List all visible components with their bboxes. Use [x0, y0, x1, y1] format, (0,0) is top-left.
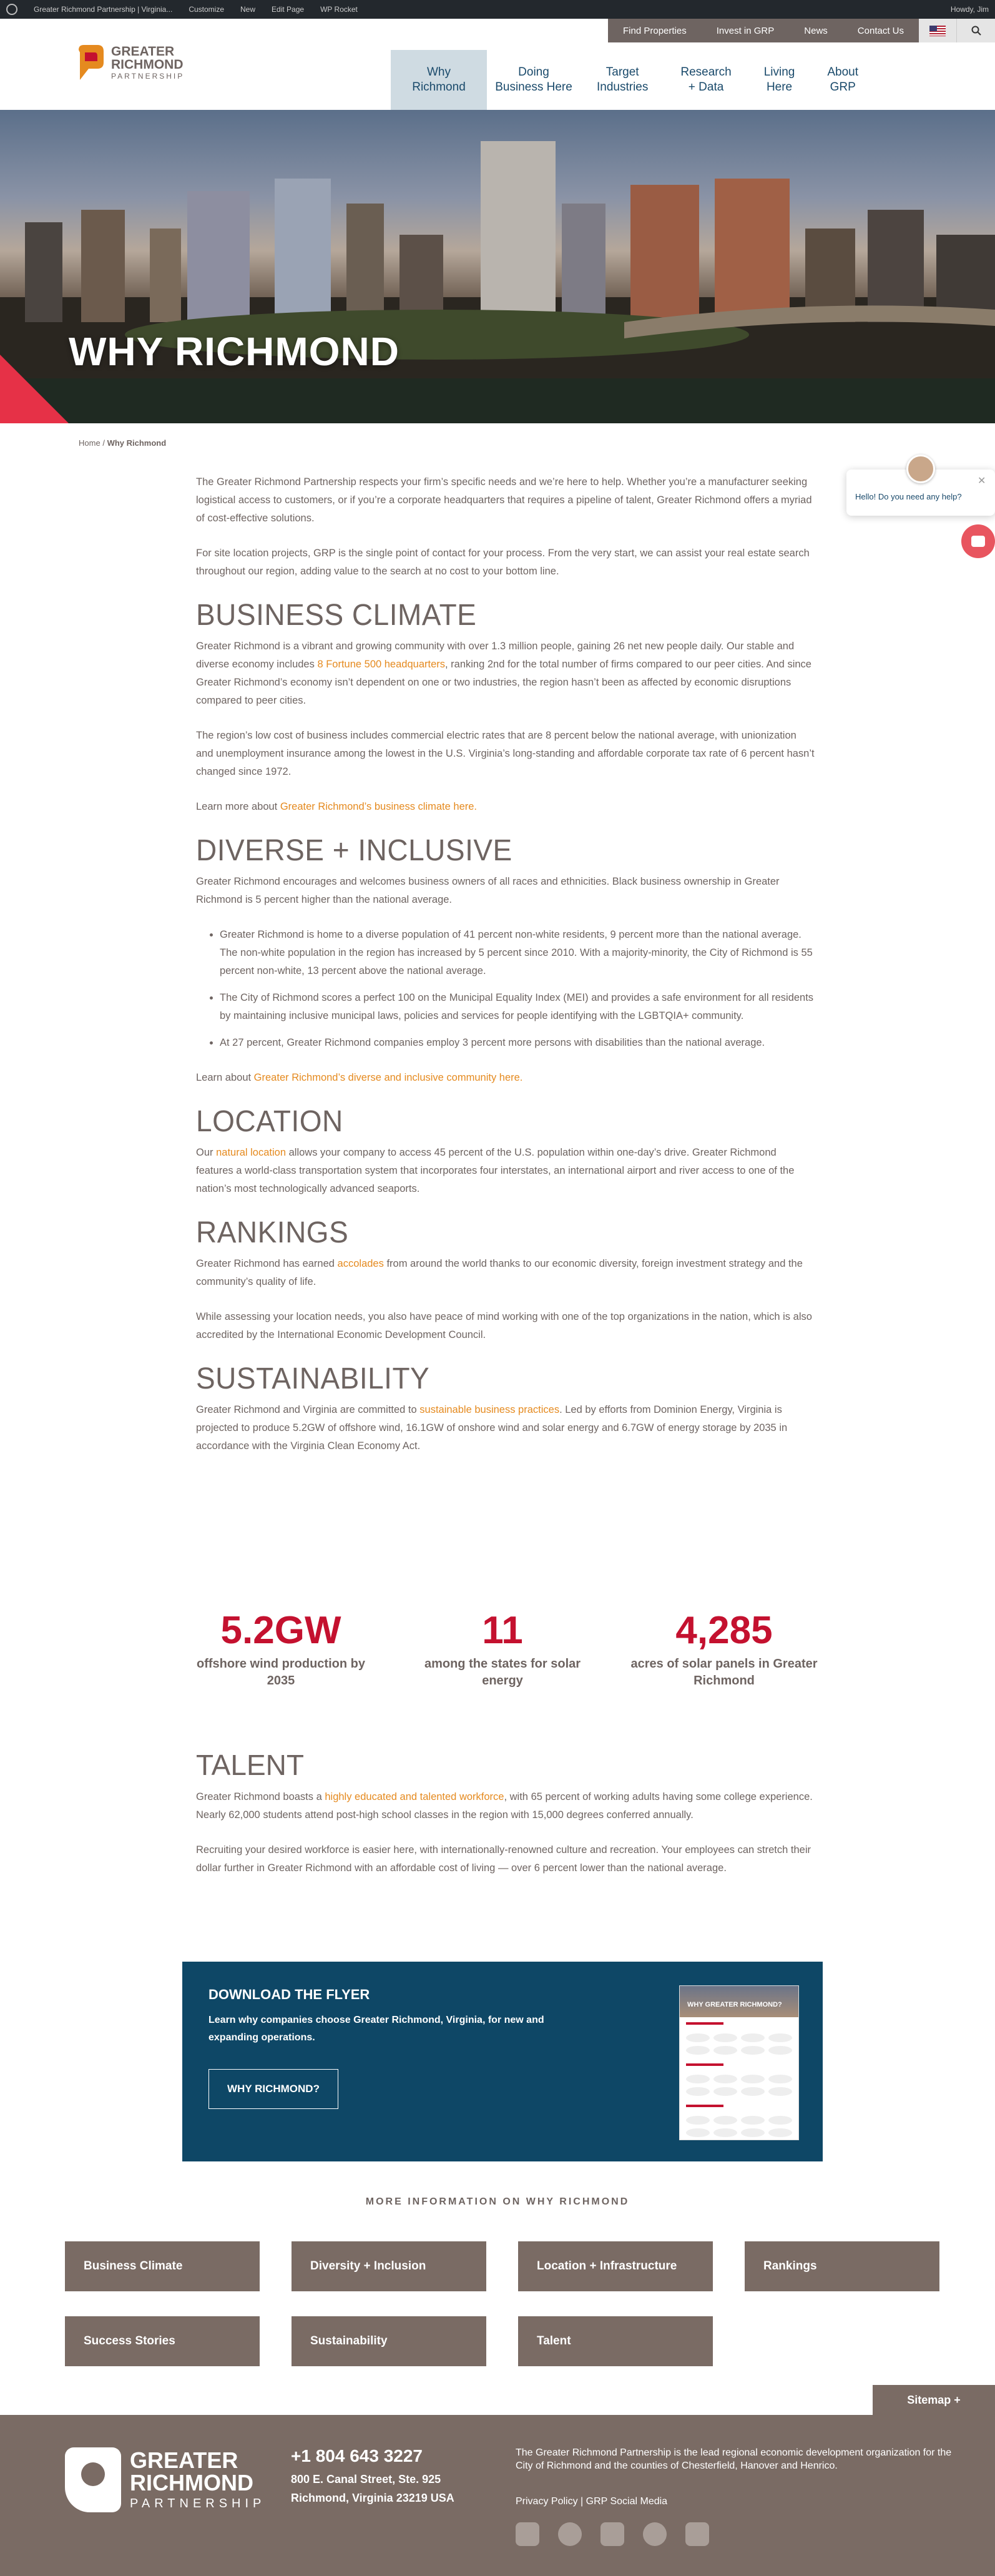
business-paragraph-3: Learn more about Greater Richmond’s business climate here. [196, 801, 478, 812]
language-selector[interactable] [919, 19, 956, 42]
tile-success-stories[interactable]: Success Stories [65, 2316, 260, 2366]
breadcrumb [79, 438, 166, 448]
search-icon [971, 26, 981, 36]
diverse-paragraph-1: Greater Richmond encourages and welcomes business owners of all races and ethnicities. Black business ownership in Greater Richmond is 5 percent higher than the national average. [196, 876, 780, 905]
footer-logo-mark-icon [65, 2447, 121, 2512]
tile-rankings[interactable]: Rankings [745, 2241, 939, 2291]
footer-logo-richmond: RICHMOND [130, 2469, 253, 2495]
talent-paragraph-2: Recruiting your desired workforce is easier here, with internationally-renowned culture and recreation. Your employees can stretch their dollar further in Greater Richmond with an affordable cost of living — over 6 percent lower than the national average. [196, 1844, 811, 1874]
business-climate-link[interactable]: Greater Richmond’s business climate here. [280, 801, 478, 812]
social-media-link[interactable]: GRP Social Media [586, 2496, 668, 2507]
chat-agent-avatar [906, 455, 935, 483]
stat-offshore-wind [181, 1610, 381, 1689]
business-climate-heading: BUSINESS CLIMATE [196, 597, 477, 632]
wordpress-icon[interactable] [6, 4, 17, 15]
business-paragraph-1: Greater Richmond is a vibrant and growing community with over 1.3 million people, gaining 26 net new people daily. Our stable and diverse economy includes 8 Fortune 500 headquarters, ranking 2nd for the total number of firms compared to our peer cities. And since Greater Richmond’s economy isn’t dependent on one or two industries, the region hasn’t been as affected by economic disruptions compared to peer cities. [196, 641, 811, 706]
stat-number: 4,285 [675, 1609, 773, 1652]
logo-partnership: PARTNERSHIP [111, 72, 185, 81]
list-item: • Greater Richmond is home to a diverse population of 41 percent non-white residents, 9 percent more than the national average. The non-white population in the region has increased by 5 percent since 2010. With a majority-minority, the City of Richmond is 55 percent non-white, 13 percent above the national average. [220, 926, 815, 980]
flyer-thumbnail-title: WHY GREATER RICHMOND? [680, 1986, 798, 2017]
footer-address-1: 800 E. Canal Street, Ste. 925 [291, 2473, 441, 2485]
workforce-link[interactable]: highly educated and talented workforce [325, 1791, 504, 1802]
instagram-icon[interactable] [558, 2522, 582, 2546]
search-button[interactable] [956, 19, 995, 42]
twitter-icon[interactable] [643, 2522, 667, 2546]
stat-label: offshore wind production by 2035 [197, 1657, 365, 1688]
stat-solar-rank [403, 1610, 602, 1689]
youtube-icon[interactable] [685, 2522, 709, 2546]
talent-paragraph-1: Greater Richmond boasts a highly educated and talented workforce, with 65 percent of working adults having some college experience. Nearly 62,000 students attend post-high school classes in the region with 15,000 degrees conferred annually. [196, 1791, 813, 1821]
more-info-heading: MORE INFORMATION ON WHY RICHMOND [365, 2196, 630, 2207]
logo-richmond: RICHMOND [111, 57, 184, 72]
breadcrumb-current: Why Richmond [107, 438, 167, 448]
stat-solar-acres [624, 1610, 824, 1689]
utility-nav [608, 19, 995, 42]
admin-user[interactable]: Howdy, Jim [950, 5, 989, 14]
footer-links [516, 2496, 667, 2507]
chat-prompt-text: Hello! Do you need any help? [855, 492, 962, 501]
topnav-contact[interactable]: Contact Us [843, 19, 919, 42]
admin-new[interactable]: New [240, 5, 256, 14]
fortune-500-link[interactable]: 8 Fortune 500 headquarters [317, 659, 445, 670]
privacy-policy-link[interactable]: Privacy Policy [516, 2496, 578, 2507]
us-flag-icon [929, 26, 946, 36]
sitemap-toggle[interactable]: Sitemap + [873, 2385, 995, 2415]
tile-sustainability[interactable]: Sustainability [292, 2316, 486, 2366]
nav-doing-business[interactable]: Doing Business Here [495, 66, 572, 94]
admin-bar [0, 0, 995, 19]
rankings-heading: RANKINGS [196, 1214, 349, 1249]
sustainable-practices-link[interactable]: sustainable business practices [419, 1404, 560, 1415]
location-heading: LOCATION [196, 1103, 343, 1138]
stat-number: 5.2GW [220, 1609, 341, 1652]
business-paragraph-2: The region’s low cost of business includes commercial electric rates that are 8 percent below the national average, with unionization and unemployment insurance among the lowest in the U.S. Virginia’s long-standing and affordable corporate tax rate of 6 percent hasn’t changed since 1972. [196, 730, 815, 777]
flyer-text: Learn why companies choose Greater Richmond, Virginia, for new and expanding operations. [208, 2015, 544, 2043]
stats-row [181, 1610, 824, 1689]
nav-research-data[interactable]: Research + Data [680, 66, 732, 94]
tile-diversity-inclusion[interactable]: Diversity + Inclusion [292, 2241, 486, 2291]
admin-site-link[interactable]: Greater Richmond Partnership | Virginia... [34, 5, 173, 14]
rankings-paragraph-2: While assessing your location needs, you also have peace of mind working with one of the top organizations in the nation, which is also accredited by the International Economic Development Council. [196, 1311, 812, 1340]
site-footer [0, 2415, 995, 2576]
tile-location-infrastructure[interactable]: Location + Infrastructure [518, 2241, 713, 2291]
why-richmond-button[interactable]: WHY RICHMOND? [208, 2069, 338, 2109]
intro-paragraph-1: The Greater Richmond Partnership respects your firm’s specific needs and we’re here to help. Whether you’re a manufacturer seeking logistical access to customers, or if you’re a corporate headquarters that requires a pipeline of talent, Greater Richmond offers a myriad of cost-effective solutions. [196, 476, 812, 524]
footer-separator: | [581, 2496, 584, 2507]
footer-address-2: Richmond, Virginia 23219 USA [291, 2492, 454, 2504]
admin-customize[interactable]: Customize [189, 5, 225, 14]
site-header [0, 19, 995, 110]
talent-section [196, 1748, 815, 1894]
flyer-thumbnail[interactable] [679, 1985, 799, 2140]
chat-close-icon[interactable]: ✕ [978, 476, 986, 486]
stat-label: acres of solar panels in Greater Richmond [630, 1657, 818, 1688]
logo-mark-icon [76, 44, 105, 81]
stat-label: among the states for solar energy [424, 1657, 581, 1688]
rankings-paragraph-1: Greater Richmond has earned accolades from around the world thanks to our economic diversity, foreign investment strategy and the community’s quality of life. [196, 1258, 803, 1287]
tile-business-climate[interactable]: Business Climate [65, 2241, 260, 2291]
sustainability-heading: SUSTAINABILITY [196, 1360, 430, 1395]
talent-heading: TALENT [196, 1749, 304, 1781]
flyer-banner [182, 1962, 823, 2161]
admin-wp-rocket[interactable]: WP Rocket [320, 5, 358, 14]
sustainability-paragraph: Greater Richmond and Virginia are committed to sustainable business practices. Led by efforts from Dominion Energy, Virginia is projected to produce 5.2GW of offshore wind, 16.1GW of onshore wind and solar energy and 6.7GW of energy storage by 2035 in accordance with the Virginia Clean Economy Act. [196, 1404, 788, 1452]
breadcrumb-separator: / [102, 438, 105, 448]
breadcrumb-home[interactable]: Home [79, 438, 100, 448]
diverse-paragraph-2: Learn about Greater Richmond’s diverse and inclusive community here. [196, 1072, 523, 1083]
nav-living-here[interactable]: Living Here [763, 66, 795, 94]
stat-number: 11 [482, 1609, 523, 1652]
diverse-list [220, 926, 815, 1052]
footer-logo-partnership: PARTNERSHIP [130, 2496, 266, 2510]
nav-target-industries[interactable]: Target Industries [597, 66, 649, 94]
footer-contact [291, 2446, 454, 2507]
admin-edit-page[interactable]: Edit Page [272, 5, 305, 14]
linkedin-icon[interactable] [516, 2522, 539, 2546]
main-nav [391, 50, 875, 110]
main-content [196, 473, 815, 1472]
list-item: • At 27 percent, Greater Richmond companies employ 3 percent more persons with disabilities than the national average. [220, 1034, 815, 1052]
location-paragraph: Our natural location allows your company to access 45 percent of the U.S. population within one-day’s drive. Greater Richmond features a world-class transportation system that incorporates four interstates, an international airport and river access to one of the nation’s most technologically advanced seaports. [196, 1147, 795, 1194]
nav-about-grp[interactable]: About GRP [827, 66, 859, 94]
logo-greater: GREATER [111, 44, 175, 59]
page-title: WHY RICHMOND [69, 329, 399, 374]
diverse-inclusive-heading: DIVERSE + INCLUSIVE [196, 832, 512, 867]
hero-banner [0, 110, 995, 423]
hero-accent-triangle [0, 355, 69, 423]
social-icons [516, 2522, 709, 2546]
list-item: • The City of Richmond scores a perfect 100 on the Municipal Equality Index (MEI) and provides a safe environment for all residents by maintaining inclusive municipal laws, policies and services for people identifying with the LGBTQIA+ community. [220, 989, 815, 1025]
intro-paragraph-2: For site location projects, GRP is the single point of contact for your process. From the very start, we can assist your real estate search throughout our region, adding value to the search at no cost to your bottom line. [196, 548, 810, 577]
footer-logo-greater: GREATER [130, 2447, 238, 2473]
natural-location-link[interactable]: natural location [216, 1147, 287, 1158]
chat-launcher-button[interactable] [961, 524, 995, 558]
topnav-invest[interactable]: Invest in GRP [702, 19, 790, 42]
nav-why-richmond[interactable]: Why Richmond [391, 50, 487, 110]
footer-phone[interactable]: +1 804 643 3227 [291, 2446, 423, 2465]
facebook-icon[interactable] [600, 2522, 624, 2546]
flyer-title: DOWNLOAD THE FLYER [208, 1987, 370, 2002]
footer-about: The Greater Richmond Partnership is the lead regional economic development organization for the City of Richmond and the counties of Chesterfield, Hanover and Henrico. [516, 2447, 952, 2471]
accolades-link[interactable]: accolades [337, 1258, 384, 1269]
topnav-find-properties[interactable]: Find Properties [608, 19, 702, 42]
diverse-community-link[interactable]: Greater Richmond’s diverse and inclusive community here. [253, 1072, 523, 1083]
chat-icon [971, 536, 985, 547]
topnav-news[interactable]: News [789, 19, 843, 42]
city-skyline-image [0, 110, 995, 423]
site-logo[interactable] [76, 44, 184, 81]
tile-talent[interactable]: Talent [518, 2316, 713, 2366]
footer-logo[interactable] [65, 2447, 265, 2512]
